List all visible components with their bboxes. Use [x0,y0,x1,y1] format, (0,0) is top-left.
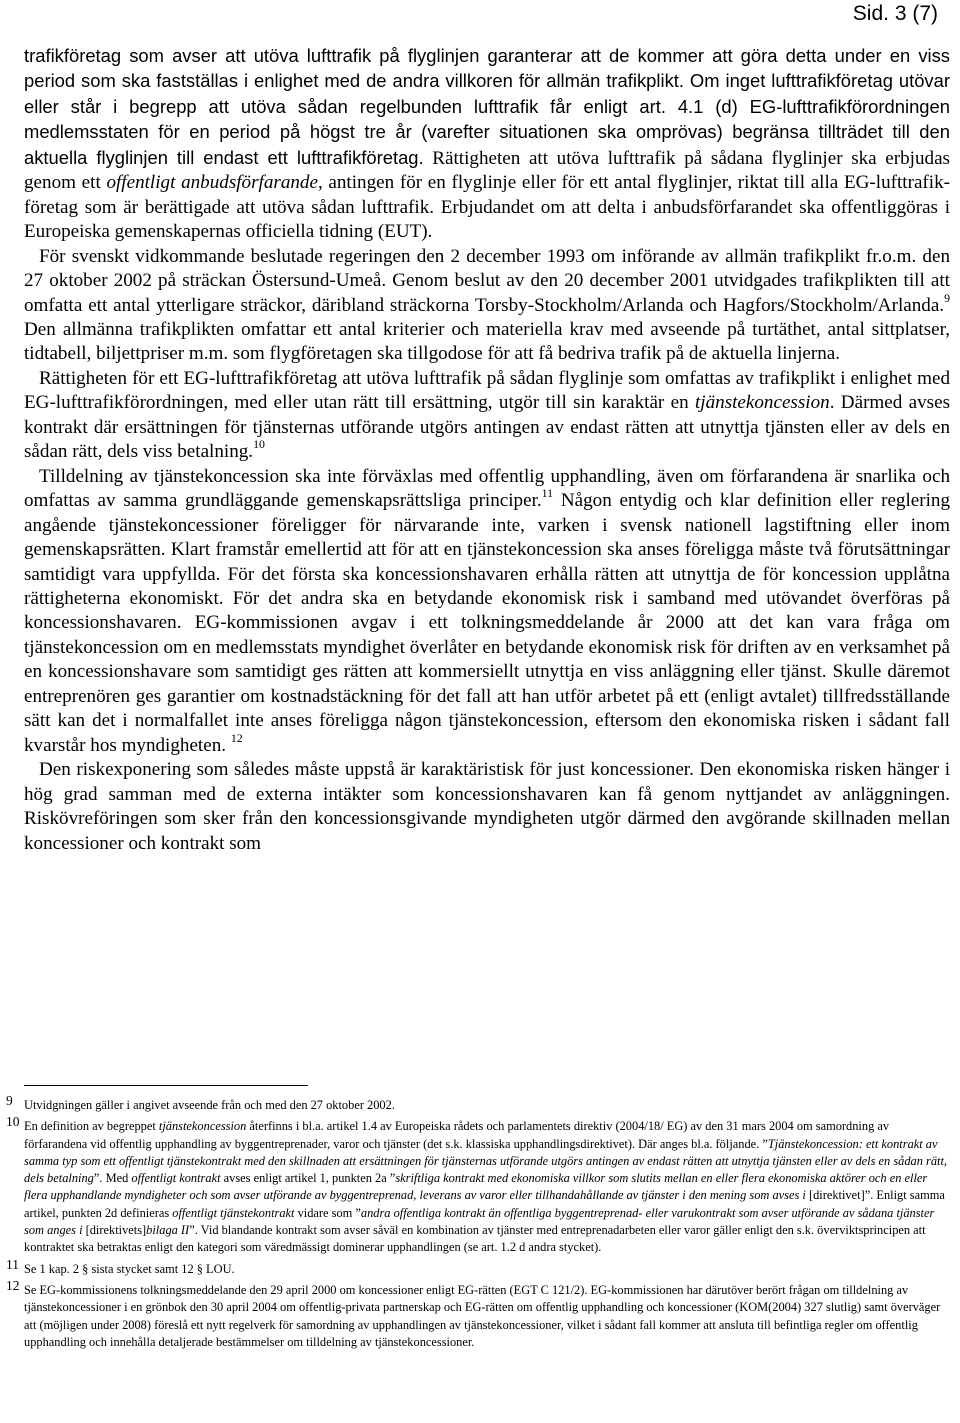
footnote-ref-9[interactable]: 9 [944,290,950,305]
footnote-10-italic: bilaga II [146,1223,190,1238]
paragraph-1-text-b: Rättigheten att utöva lufttrafik på sådana flyglinjer ska erbjudas genom ett [24,147,950,194]
footnote-10-part: återfinns i bl.a. artikel 1.4 av Europeiska rådets och parlamentets direktiv (2004/18/ EG) av den 31 mars 2004 om samordning av förfarandena vid offentlig upphandling av byggentreprenader, varor och tjänster (det s.k. klassiska upphandlingsdirektivet). Där anges bl.a. följande. ” [24,1119,890,1151]
paragraph-1 [24,44,950,245]
paragraph-1-text-a: trafikföretag som avser att utöva lufttrafik på flyglinjen garanterar att de kommer att göra detta under en viss period som ska fastställas i enlighet med de andra villkoren för allmän trafikplikt. Om inget lufttrafikföretag utövar eller står i begrepp att utöva sådan regelbunden lufttrafik får enligt art. 4.1 (d) EG-lufttrafikförordningen medlemsstaten för en period på högst tre år (varefter situationen ska omprövas) begränsa tillträdet till den aktuella flyglinjen till endast ett lufttrafikföretag. [24,45,950,168]
footnote-10-italic: offentligt kontrakt [131,1171,221,1186]
footnote-text: Se 1 kap. 2 § sista stycket samt 12 § LOU. [24,1261,235,1276]
footnote-10-part: [direktivets] [82,1223,147,1238]
paragraph-5-text-a: Den riskexponering som således måste uppstå är karaktäristisk för just koncessioner. Den ekonomiska risken hänger i hög grad samman med de externa intäkter som koncessionshavaren kan få genom nyttjandet av anläggningen. Riskövreföringen som sker från den koncessionsgivande myndigheten utgör därmed den avgörande skillnaden mellan koncessioner och kontrakt som [24,759,950,854]
footnote-10-italic: andra offentliga kontrakt än offentliga byggentreprenad- eller varukontrakt som avser utförande av sådana tjänster som anges i [24,1205,935,1238]
paragraph-1-italic-term: offentligt anbudsförfarande [106,172,318,194]
footnote-number: 9 [6,1093,13,1108]
paragraph-4 [24,465,950,758]
footnote-10-italic: offentligt tjänstekontrakt [172,1205,295,1220]
body-text [24,44,950,856]
footnote-ref-11[interactable]: 11 [541,486,554,501]
footnote-10-part: vidare som ” [294,1205,361,1220]
footnote-ref-12[interactable]: 12 [230,730,243,745]
paragraph-4-text-b: Någon entydig och klar definition eller reglering angående tjänstekoncessioner föreligger för närvarande inte, varken i svensk nationell lagstiftning eller inom gemenskapsrätten. Klart framstår emellertid att för att en tjänstekoncession ska anses föreligga måste två förutsättningar samtidigt vara uppfyllda. För det första ska koncessionshavaren erhålla rätten att utnyttja de för koncession upplåtna rättigheterna ekonomiskt. För det andra ska en betydande ekonomisk risk i samband med utövandet överföras på koncessionshavaren. EG-kommissionen avgav i ett tolkningsmeddelande år 2000 att det kan vara fråga om tjänstekoncession om en medlemsstats myndighet överlåter en betydande ekonomisk risk för driften av en verksamhet på en koncessionshavare som samtidigt ges rätten att kommersiellt utnyttja en viss anläggning eller tjänst. Skulle däremot entreprenören ges garantier om kostnadstäckning för det fall att han utför arbetet på ett (enligt avtalet) tillfredsställande sätt kan det i normalfallet inte anses föreligga någon tjänstekoncession, eftersom den ekonomiska risken i sådant fall kvarstår hos myndigheten. [24,490,950,756]
paragraph-1-text-d: , antingen för en flyglinje eller för ett antal flyglinjer, riktat till alla EG-lufttrafikföretag som är berättigade att utöva sådan lufttrafik. Erbjudandet om att delta i anbudsförfarandet ska offentliggöras i Europeiska gemenskapernas officiella tidning (EUT). [24,172,950,243]
footnote-10-part: [direktivet]”. Enligt samma artikel, punkten 2d definieras [24,1188,945,1220]
footnote-9 [6,1093,950,1114]
footnote-number: 10 [6,1114,20,1130]
paragraph-2 [24,245,950,367]
footnote-text: Se EG-kommissionens tolkningsmeddelande den 29 april 2000 om koncessioner enligt EG-rätten (EGT C 121/2). EG-kommissionen har därutöver berört frågan om tilldelning av tjänstekoncessioner i en grönbok den 30 april 2004 om offentlig-privata partnerskap och EG-rätten om offentlig upphandling och koncessioner (KOM(2004) 327 slutlig) samt överväger att (möjligen under 2008) föreslå ett nytt regelverk för samordning av upphandlingen av tjänstekoncessioner, vilket i sådant fall kommer att ansluta till befintliga regler om offentlig upphandling och innehålla detaljerade bestämmelser om tilldelning av tjänstekoncessioner. [24,1282,941,1349]
footnote-12 [6,1277,950,1351]
footnote-10-part: avses enligt artikel 1, punkten 2a ” [220,1171,396,1186]
footnotes [6,1093,950,1355]
paragraph-3 [24,367,950,465]
footnote-10 [6,1114,950,1256]
footnote-10-italic: tjänstekoncession [158,1119,247,1134]
footnote-text: Utvidgningen gäller i angivet avseende från och med den 27 oktober 2002. [24,1098,395,1112]
footnote-10-part: ”. Vid blandande kontrakt som avser såväl en kombination av tjänster med entreprenadarbeten eller varor gäller enligt den s.k. överviktsprincipen att kontraktet ska betraktas enligt den kategori som väredmässigt dominerar upphandlingen (se art. 1.2 d andra stycket). [24,1223,926,1255]
paragraph-3-text-a: Rättigheten för ett EG-lufttrafikföretag att utöva lufttrafik på sådan flyglinje som omfattas av trafikplikt i enlighet med EG-lufttrafikförordningen, med eller utan rätt till ersättning, utgör till sin karaktär en [24,367,950,414]
paragraph-3-italic-term: tjänstekoncession [694,392,830,414]
footnote-10-italic: Tjänstekoncession: ett kontrakt av samma typ som ett offentligt tjänstekontrakt med den skillnaden att ersättningen för tjänsternas utförande utgörs antingen av endast rätten att utnyttja tjänsten eller av dels en sådan rätt, dels betalning [24,1136,948,1186]
footnote-separator [24,1085,308,1086]
footnote-text [24,1118,950,1256]
page-number: Sid. 3 (7) [852,2,938,25]
paragraph-2-text-b: Den allmänna trafikplikten omfattar ett antal kriterier och materiella krav med avseende på turtäthet, antal sittplatser, tidtabell, biljettpriser m.m. som flygföretagen ska tillgodose för att få bedriva trafik på de aktuella linjerna. [24,318,950,365]
paragraph-3-text-c: . Därmed avses kontrakt där ersättningen för tjänsternas utförande utgörs antingen av endast rätten att utnyttja tjänsten eller av dels en sådan rätt, dels viss betalning. [24,392,950,463]
footnote-10-part: En definition av begreppet [24,1119,159,1134]
paragraph-2-text-a: För svenskt vidkommande beslutade regeringen den 2 december 1993 om införande av allmän trafikplikt fr.o.m. den 27 oktober 2002 på sträckan Östersund-Umeå. Genom beslut av den 20 december 2001 utvidgades trafikplikten till att omfatta ett antal ytterligare sträckor, däribland sträckorna Torsby-Stockholm/Arlanda och Hagfors/Stockholm/Arlanda. [24,245,950,316]
footnote-number: 11 [6,1256,19,1272]
footnote-number: 12 [6,1277,20,1293]
footnote-11 [6,1256,950,1278]
paragraph-5 [24,758,950,856]
footnote-10-part: ”. Med [93,1171,132,1186]
footnote-10-italic: skriftliga kontrakt med ekonomiska villkor som slutits mellan en eller flera ekonomiska aktörer och en eller flera upphandlande myndigheter och som avser utförande av byggentreprenad, leverans av varor eller tillhandahållande av tjänster i den mening som avses i [24,1171,928,1203]
paragraph-4-text-a: Tilldelning av tjänstekoncession ska inte förväxlas med offentlig upphandling, även om förfarandena är snarlika och omfattas av samma grundläggande gemenskapsrättsliga principer. [24,465,950,512]
footnote-ref-10[interactable]: 10 [253,437,265,452]
